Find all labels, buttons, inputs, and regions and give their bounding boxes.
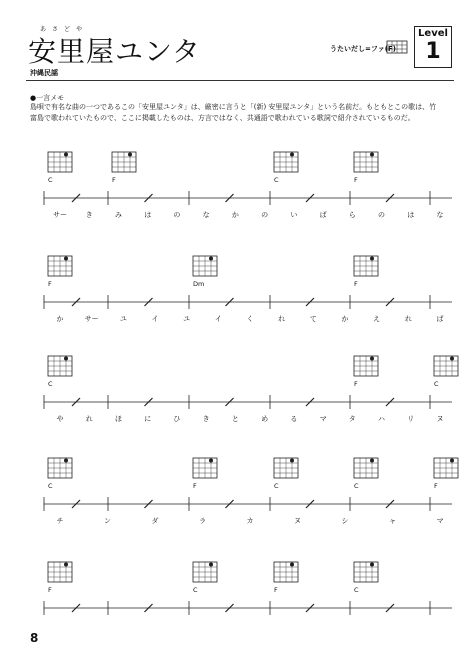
level-badge <box>414 26 452 68</box>
score-system <box>0 454 474 524</box>
chord-diagram-icon <box>354 152 378 172</box>
lyric-syllable: る <box>290 415 298 423</box>
lyric-syllable: タ <box>348 415 356 423</box>
lyric-syllable: ば <box>319 211 327 219</box>
chord-diagram-icon <box>48 562 72 582</box>
lyric-syllable: み <box>114 211 122 219</box>
lyric-syllable: は <box>407 211 415 219</box>
lyric-syllable: ひ <box>173 415 181 423</box>
lyric-syllable: の <box>378 211 386 219</box>
chord-diagram-icon <box>274 458 298 478</box>
lyric-syllable: の <box>173 211 181 219</box>
chord-diagram-icon <box>434 458 458 478</box>
header-divider <box>26 80 454 81</box>
chord-name: C <box>354 482 359 490</box>
chord-name: C <box>48 482 53 490</box>
starting-note-label: うたいだし=ファ(F) <box>330 45 396 53</box>
lyric-syllable: ヌ <box>436 415 444 423</box>
song-title: 安里屋ユンタ <box>28 35 201 68</box>
lyric-syllable: れ <box>404 315 412 323</box>
lyric-syllable: シ <box>341 517 349 525</box>
score-system <box>0 252 474 322</box>
memo-text: 島唄で有名な曲の一つであるこの「安里屋ユンタ」は、厳密に言うと「(新) 安里屋ユンタ」という名前だ。もともとこの歌は、竹富島で歌われていたもので、ここに掲載したものは、方言ではなく、共通語で歌われている歌詞で紹介されているものだ。 <box>30 103 437 122</box>
chord-name: F <box>354 176 358 184</box>
score-system <box>0 148 474 218</box>
lyric-syllable: か <box>341 315 349 323</box>
lyric-syllable: え <box>373 315 381 323</box>
lyric-syllable: の <box>261 211 269 219</box>
chord-name: Dm <box>193 280 205 288</box>
lyric-syllable: く <box>246 315 254 323</box>
lyric-syllable: れ <box>85 415 93 423</box>
chord-diagram-icon <box>193 562 217 582</box>
key-chord-icon <box>386 40 408 54</box>
lyric-syllable: サー <box>53 211 67 219</box>
chord-diagram-icon <box>354 562 378 582</box>
lyric-syllable: ら <box>348 211 356 219</box>
lyric-syllable: ハ <box>378 415 386 423</box>
chord-name: F <box>193 482 197 490</box>
lyric-syllable: ば <box>436 315 444 323</box>
lyric-syllable: ャ <box>389 517 396 525</box>
lyric-syllable: サー <box>84 315 99 323</box>
score-system <box>0 352 474 422</box>
chord-name: F <box>48 280 52 288</box>
lyric-syllable: カ <box>246 517 254 525</box>
chord-diagram-icon <box>434 356 458 376</box>
lyric-syllable: ン <box>104 517 111 525</box>
chord-diagram-icon <box>48 256 72 276</box>
lyric-syllable: や <box>56 415 64 423</box>
chord-name: C <box>354 586 359 594</box>
lyric-syllable: マ <box>436 517 444 525</box>
lyric-syllable: イ <box>151 315 159 323</box>
lyric-syllable: れ <box>278 315 286 323</box>
chord-diagram-icon <box>354 458 378 478</box>
chord-name: F <box>434 482 438 490</box>
score-system <box>0 558 474 628</box>
level-number: 1 <box>425 39 441 64</box>
lyric-syllable: い <box>290 211 298 219</box>
lyric-syllable: ほ <box>114 415 122 423</box>
chord-name: C <box>434 380 439 388</box>
chord-diagram-icon <box>48 356 72 376</box>
lyric-syllable: な <box>436 211 444 219</box>
chord-name: F <box>354 280 358 288</box>
lyric-syllable: な <box>202 211 210 219</box>
lyric-syllable: と <box>231 415 239 423</box>
chord-name: C <box>193 586 198 594</box>
lyric-syllable: チ <box>56 517 64 525</box>
lyric-syllable: ラ <box>199 517 206 525</box>
lyric-syllable: ユ <box>119 315 127 323</box>
chord-diagram-icon <box>48 458 72 478</box>
chord-name: C <box>48 380 53 388</box>
lyric-syllable: ダ <box>151 517 159 525</box>
chord-name: C <box>274 482 279 490</box>
lyric-syllable: ユ <box>183 315 191 323</box>
chord-diagram-icon <box>354 356 378 376</box>
lyric-syllable: リ <box>407 415 415 423</box>
chord-diagram-icon <box>48 152 72 172</box>
lyric-syllable: マ <box>319 415 327 423</box>
lyric-syllable: き <box>202 415 210 423</box>
lyric-syllable: ヌ <box>294 517 301 525</box>
page-number: 8 <box>30 631 39 645</box>
lyric-syllable: か <box>231 211 239 219</box>
chord-diagram-icon <box>354 256 378 276</box>
memo-heading: ●一言メモ <box>30 94 65 102</box>
chord-name: C <box>274 176 279 184</box>
chord-name: C <box>48 176 53 184</box>
lyric-syllable: は <box>144 211 152 219</box>
lyric-syllable: イ <box>214 315 222 323</box>
lyric-syllable: て <box>309 315 317 323</box>
lyric-syllable: め <box>261 415 269 423</box>
chord-diagram-icon <box>274 152 298 172</box>
chord-diagram-icon <box>193 458 217 478</box>
chord-name: F <box>354 380 358 388</box>
lyric-syllable: き <box>85 211 93 219</box>
chord-diagram-icon <box>112 152 136 172</box>
title-furigana: あさどや <box>40 26 89 33</box>
chord-diagram-icon <box>193 256 217 276</box>
lyric-syllable: に <box>144 415 152 423</box>
lyric-syllable: か <box>56 315 64 323</box>
chord-name: F <box>48 586 52 594</box>
chord-diagram-icon <box>274 562 298 582</box>
level-label: Level <box>418 28 448 39</box>
chord-name: F <box>112 176 116 184</box>
chord-name: F <box>274 586 278 594</box>
song-subtitle: 沖縄民謡 <box>30 69 58 77</box>
